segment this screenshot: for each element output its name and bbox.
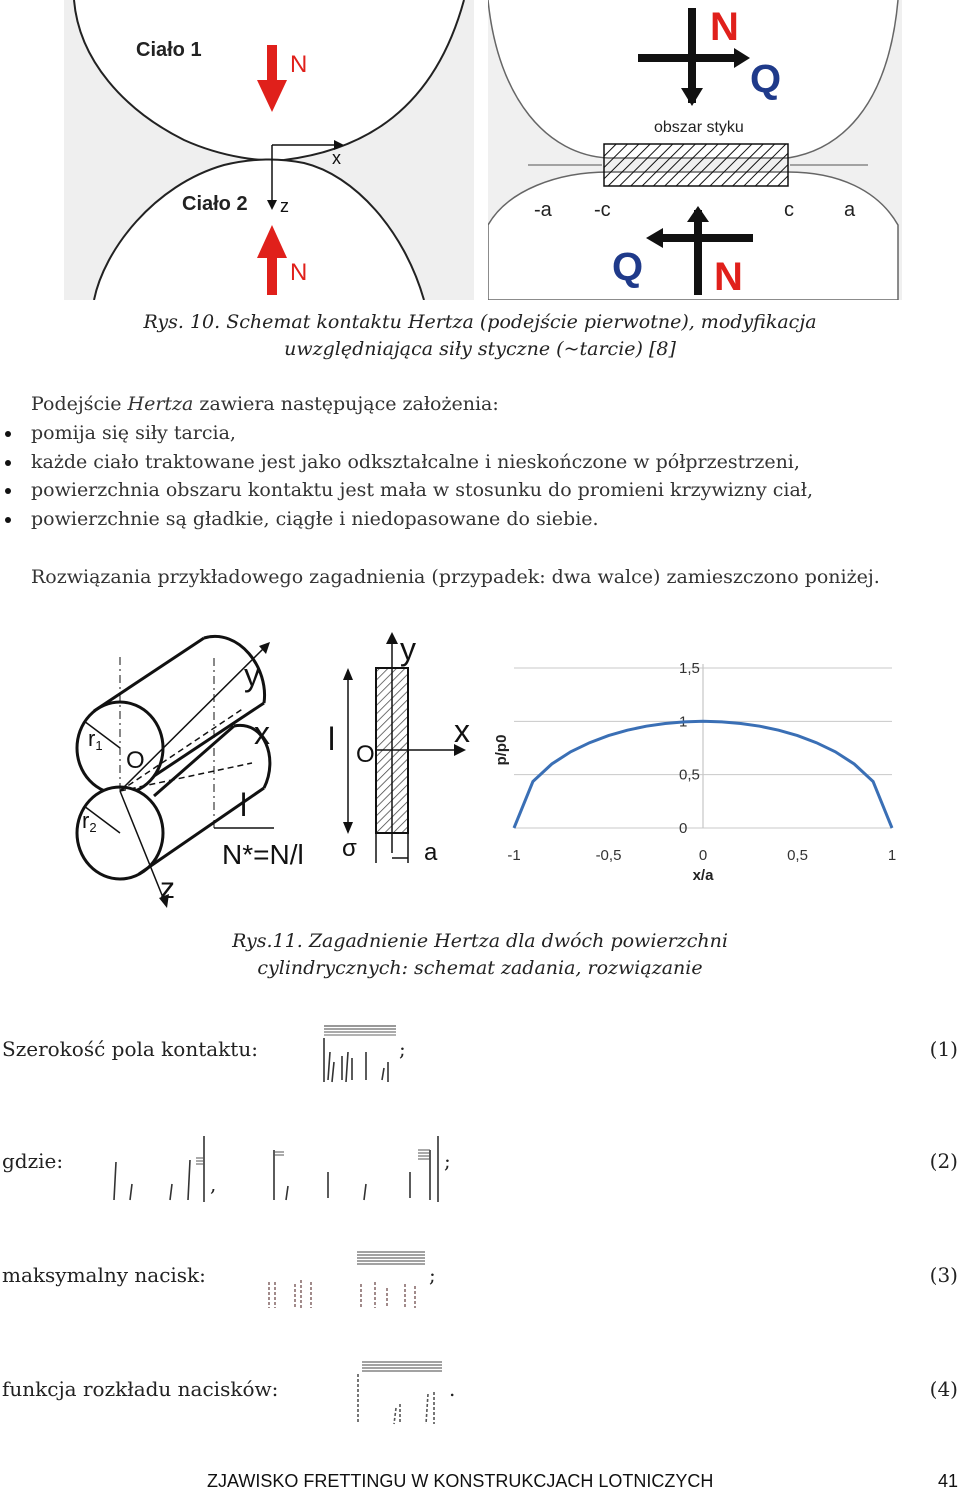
equation-3-label: maksymalny nacisk: [2, 1263, 206, 1287]
sec-x-label: x [454, 713, 470, 749]
axis-z-label: z [280, 196, 289, 216]
equation-3-number: (3) [929, 1263, 958, 1287]
contact-area-diagram [488, 0, 902, 300]
caption-line: Rys. 10. Schemat kontaktu Hertza (podejście pierwotne), modyfikacja [143, 311, 817, 333]
equation-4-punct: . [449, 1377, 456, 1401]
equation-3-punct: ; [429, 1263, 436, 1287]
figure-caption-2 [0, 928, 960, 982]
figure-caption-1 [0, 309, 960, 363]
caption-line: uwzględniająca siły styczne (~tarcie) [8] [284, 338, 676, 360]
body2-label: Ciało 2 [182, 193, 248, 215]
axis-x-label: x [332, 148, 341, 168]
bullet-dot [5, 460, 11, 466]
section-diagram [326, 628, 496, 888]
cyl-x-label: x [254, 715, 270, 751]
cyl-r1-letter: r [88, 726, 96, 751]
chart-y-tick-label: 0 [679, 820, 688, 837]
pressure-chart [488, 650, 902, 886]
force-n-top-label: N [710, 5, 739, 49]
cyl-r2-sub: 2 [89, 820, 97, 835]
chart-x-tick-label: 0,5 [787, 847, 808, 864]
c-label: c [784, 199, 794, 221]
equation-2-punct: ; [444, 1149, 451, 1173]
cyl-z-label: z [160, 872, 175, 905]
equation-1-number: (1) [929, 1037, 958, 1061]
body1-label: Ciało 1 [136, 39, 202, 61]
bullet-text: każde ciało traktowane jest jako odkształcalne i nieskończone w półprzestrzeni, [31, 451, 800, 473]
solutions-paragraph: Rozwiązania przykładowego zagadnienia (przypadek: dwa walce) zamieszczono poniżej. [31, 566, 880, 588]
page-number: 41 [938, 1471, 959, 1491]
equation-1-label: Szerokość pola kontaktu: [2, 1037, 258, 1061]
caption-line: cylindrycznych: schemat zadania, rozwiązanie [257, 957, 703, 979]
minus-a-label: -a [534, 199, 552, 221]
chart-x-tick-label: 1 [887, 847, 897, 864]
chart-y-tick-label: 1,5 [679, 660, 700, 677]
equation-2b-formula [270, 1132, 446, 1204]
bullet-item [31, 479, 813, 501]
bullet-dot [5, 431, 11, 437]
cyl-r1-sub: 1 [95, 738, 103, 753]
chart-y-tick-label: 1 [679, 713, 688, 731]
bullet-text: powierzchnie są gładkie, ciągłe i niedopasowane do siebie. [31, 508, 599, 530]
cylinders-diagram [64, 628, 334, 908]
intro-before: Podejście [31, 393, 128, 415]
chart-x-tick-label: 0 [698, 847, 708, 864]
minus-c-label: -c [594, 199, 611, 221]
equation-2-number: (2) [929, 1149, 958, 1173]
bullet-dot [5, 517, 11, 523]
sec-sigma-label: σ [342, 835, 357, 862]
force-q-top-label: Q [750, 57, 782, 101]
force-n-bottom-label: N [290, 259, 308, 286]
chart-xlabel: x/a [692, 867, 714, 884]
sec-o-label: O [356, 741, 375, 768]
equation-1-formula [322, 1022, 398, 1086]
bullet-text: pomija się siły tarcia, [31, 422, 236, 444]
bullet-text: powierzchnia obszaru kontaktu jest mała w stosunku do promieni krzywizny ciał, [31, 479, 813, 501]
bullet-item [31, 422, 236, 444]
bullet-item [31, 508, 599, 530]
hertz-contact-diagram [64, 0, 474, 300]
equation-2a-formula [110, 1132, 210, 1204]
footer-title: ZJAWISKO FRETTINGU W KONSTRUKCJACH LOTNICZYCH [207, 1471, 714, 1491]
equation-2-label: gdzie: [2, 1149, 64, 1173]
equation-1-punct: ; [399, 1037, 406, 1061]
cyl-l-label: l [240, 787, 248, 823]
intro-paragraph [31, 393, 499, 415]
cyl-r2-letter: r [82, 808, 90, 833]
intro-after: zawiera następujące założenia: [193, 393, 499, 415]
a-label: a [844, 199, 856, 221]
bullet-dot [5, 488, 11, 494]
equation-4-label: funkcja rozkładu nacisków: [2, 1377, 279, 1401]
caption-line: Rys.11. Zagadnienie Hertza dla dwóch powierzchni [232, 930, 728, 952]
sec-l-label: l [328, 721, 336, 757]
force-n-top-label: N [290, 51, 308, 78]
bullet-item [31, 451, 800, 473]
chart-y-tick-label: 0,5 [679, 766, 700, 784]
cyl-load-label: N*=N/l [222, 839, 304, 870]
cyl-o-label: O [126, 747, 145, 774]
chart-x-tick-label: -0,5 [595, 847, 622, 864]
force-n-bottom-label: N [714, 255, 743, 299]
force-q-bottom-label: Q [612, 245, 644, 289]
sec-y-label: y [400, 631, 416, 667]
chart-ylabel: p/p0 [493, 734, 510, 766]
chart-x-tick-label: -1 [507, 847, 521, 864]
equation-3-formula [265, 1248, 430, 1312]
contact-area-label: obszar styku [654, 119, 744, 136]
intro-name: Hertza [127, 393, 194, 415]
equation-2-sep: , [210, 1172, 217, 1196]
equation-4-number: (4) [929, 1377, 958, 1401]
equation-4-formula [356, 1358, 446, 1428]
sec-a-label: a [424, 839, 438, 866]
cyl-y-label: y [244, 657, 260, 693]
